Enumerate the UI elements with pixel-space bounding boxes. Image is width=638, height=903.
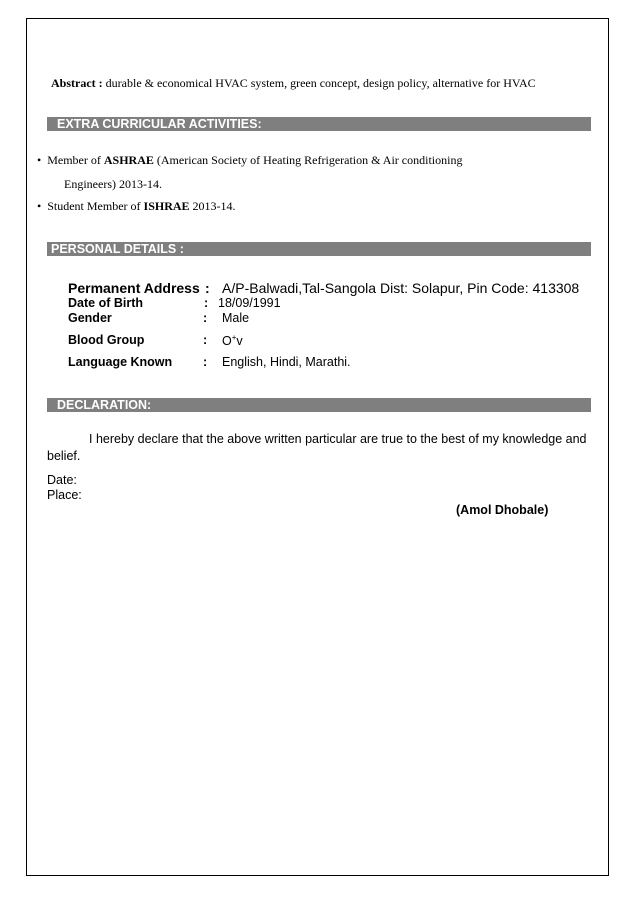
row-label: Language Known	[68, 355, 173, 369]
personal-details-heading: PERSONAL DETAILS :	[47, 242, 591, 256]
bullet-icon: •	[37, 153, 42, 167]
abstract-line	[51, 76, 536, 91]
declaration-text: I hereby declare that the above written particular are true to the best of my knowledge and belief.	[47, 432, 587, 463]
list-item-continuation: Engineers) 2013-14.	[64, 177, 162, 191]
row-value: 18/09/1991	[218, 296, 281, 310]
bullet-icon: •	[37, 199, 42, 213]
list-item	[37, 153, 462, 168]
row-value: Male	[222, 311, 250, 325]
item-org: ASHRAE	[103, 153, 154, 167]
item-suffix: 2013-14.	[192, 199, 236, 213]
row-label: Gender	[68, 311, 112, 325]
row-colon: :	[203, 333, 208, 347]
row-label: Date of Birth	[68, 296, 143, 310]
signature: (Amol Dhobale)	[456, 503, 549, 517]
row-colon: :	[205, 280, 210, 296]
item-prefix: Member of	[47, 153, 101, 167]
list-item	[37, 199, 236, 214]
row-value: A/P-Balwadi,Tal-Sangola Dist: Solapur, Pin Code: 413308	[222, 280, 580, 296]
row-value: English, Hindi, Marathi.	[222, 355, 351, 369]
row-colon: :	[203, 311, 208, 325]
item-prefix: Student Member of	[47, 199, 141, 213]
declaration-heading: DECLARATION:	[47, 398, 591, 412]
abstract-label: Abstract :	[51, 76, 103, 90]
date-label: Date:	[47, 473, 77, 487]
row-label: Permanent Address	[68, 280, 200, 296]
blood-group-value: O+v	[222, 333, 243, 349]
item-suffix: (American Society of Heating Refrigeration & Air conditioning	[156, 153, 463, 167]
extra-curricular-heading: EXTRA CURRICULAR ACTIVITIES:	[47, 117, 591, 131]
place-label: Place:	[47, 488, 82, 502]
abstract-text: durable & economical HVAC system, green concept, design policy, alternative for HVAC	[105, 76, 536, 90]
row-label: Blood Group	[68, 333, 145, 347]
row-colon: :	[204, 296, 209, 310]
row-colon: :	[203, 355, 208, 369]
item-org: ISHRAE	[143, 199, 190, 213]
